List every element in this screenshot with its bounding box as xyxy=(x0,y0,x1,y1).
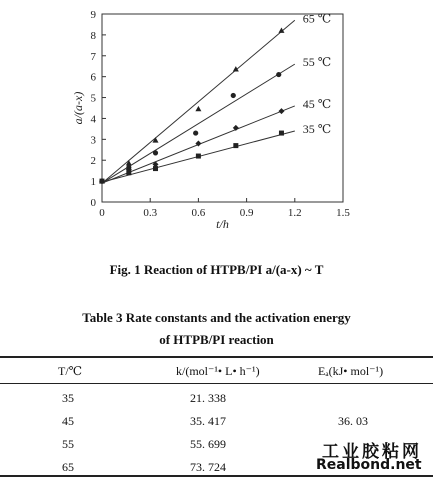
watermark-chinese: 工业胶粘网 xyxy=(322,442,422,462)
y-axis-label: a/(a-x) xyxy=(71,91,85,125)
y-tick-label: 4 xyxy=(90,113,96,126)
table-caption-line1: Table 3 Rate constants and the activation energy xyxy=(82,310,351,325)
table-cell-t: 45 xyxy=(62,414,74,428)
header-rate-constant: k/(mol⁻¹• L• h⁻¹) xyxy=(176,364,260,378)
x-tick-label: 0 xyxy=(99,207,105,219)
x-tick-label: 0.6 xyxy=(191,207,206,219)
series-label: 45 ℃ xyxy=(302,96,332,111)
table-cell-k: 21. 338 xyxy=(190,391,226,405)
data-point xyxy=(126,170,131,175)
x-axis-label: t/h xyxy=(216,217,229,231)
table-cell-t: 65 xyxy=(62,460,74,474)
y-tick-label: 0 xyxy=(90,197,96,209)
data-point xyxy=(196,154,201,159)
x-tick-label: 1.2 xyxy=(287,207,302,219)
series-label: 65 ℃ xyxy=(302,11,332,26)
data-point xyxy=(195,106,201,111)
table-cell-t: 55 xyxy=(62,437,74,451)
data-point xyxy=(153,150,158,155)
table-cell-t: 35 xyxy=(62,391,74,405)
table-top-rule xyxy=(0,356,433,358)
data-point xyxy=(231,93,236,98)
y-tick-label: 2 xyxy=(90,155,96,168)
data-point xyxy=(233,143,238,148)
data-point xyxy=(100,179,105,184)
watermark-site: Realbond.net xyxy=(316,457,422,473)
figure-caption: Fig. 1 Reaction of HTPB/PI a/(a-x) ~ T xyxy=(109,262,324,277)
header-activation-energy: Eₐ(kJ• mol⁻¹) xyxy=(318,364,384,378)
data-point xyxy=(278,108,284,114)
table-bottom-rule xyxy=(0,475,433,477)
y-tick-label: 5 xyxy=(90,92,96,105)
table-cell-k: 35. 417 xyxy=(190,414,226,428)
y-tick-label: 1 xyxy=(90,176,96,189)
table-header-rule xyxy=(0,383,433,384)
x-tick-label: 1.5 xyxy=(336,207,350,219)
series-label: 55 ℃ xyxy=(302,55,332,70)
table-cell-ea: 36. 03 xyxy=(338,414,368,428)
series-label: 35 ℃ xyxy=(302,121,332,136)
y-tick-label: 9 xyxy=(90,9,96,21)
data-point xyxy=(193,130,198,135)
y-tick-label: 3 xyxy=(90,134,96,147)
fit-line xyxy=(102,20,295,183)
x-tick-label: 0.9 xyxy=(239,207,254,219)
table-caption-line2: of HTPB/PI reaction xyxy=(159,332,274,347)
y-tick-label: 8 xyxy=(90,29,96,42)
y-tick-label: 6 xyxy=(90,71,96,84)
data-point xyxy=(279,131,284,136)
data-point xyxy=(276,72,281,77)
table-cell-k: 55. 699 xyxy=(190,437,226,451)
x-tick-label: 0.3 xyxy=(143,207,158,219)
fit-line xyxy=(102,64,295,183)
y-tick-label: 7 xyxy=(90,50,96,63)
header-temperature: T/℃ xyxy=(58,364,83,378)
data-point xyxy=(153,166,158,171)
table-cell-k: 73. 724 xyxy=(190,460,226,474)
